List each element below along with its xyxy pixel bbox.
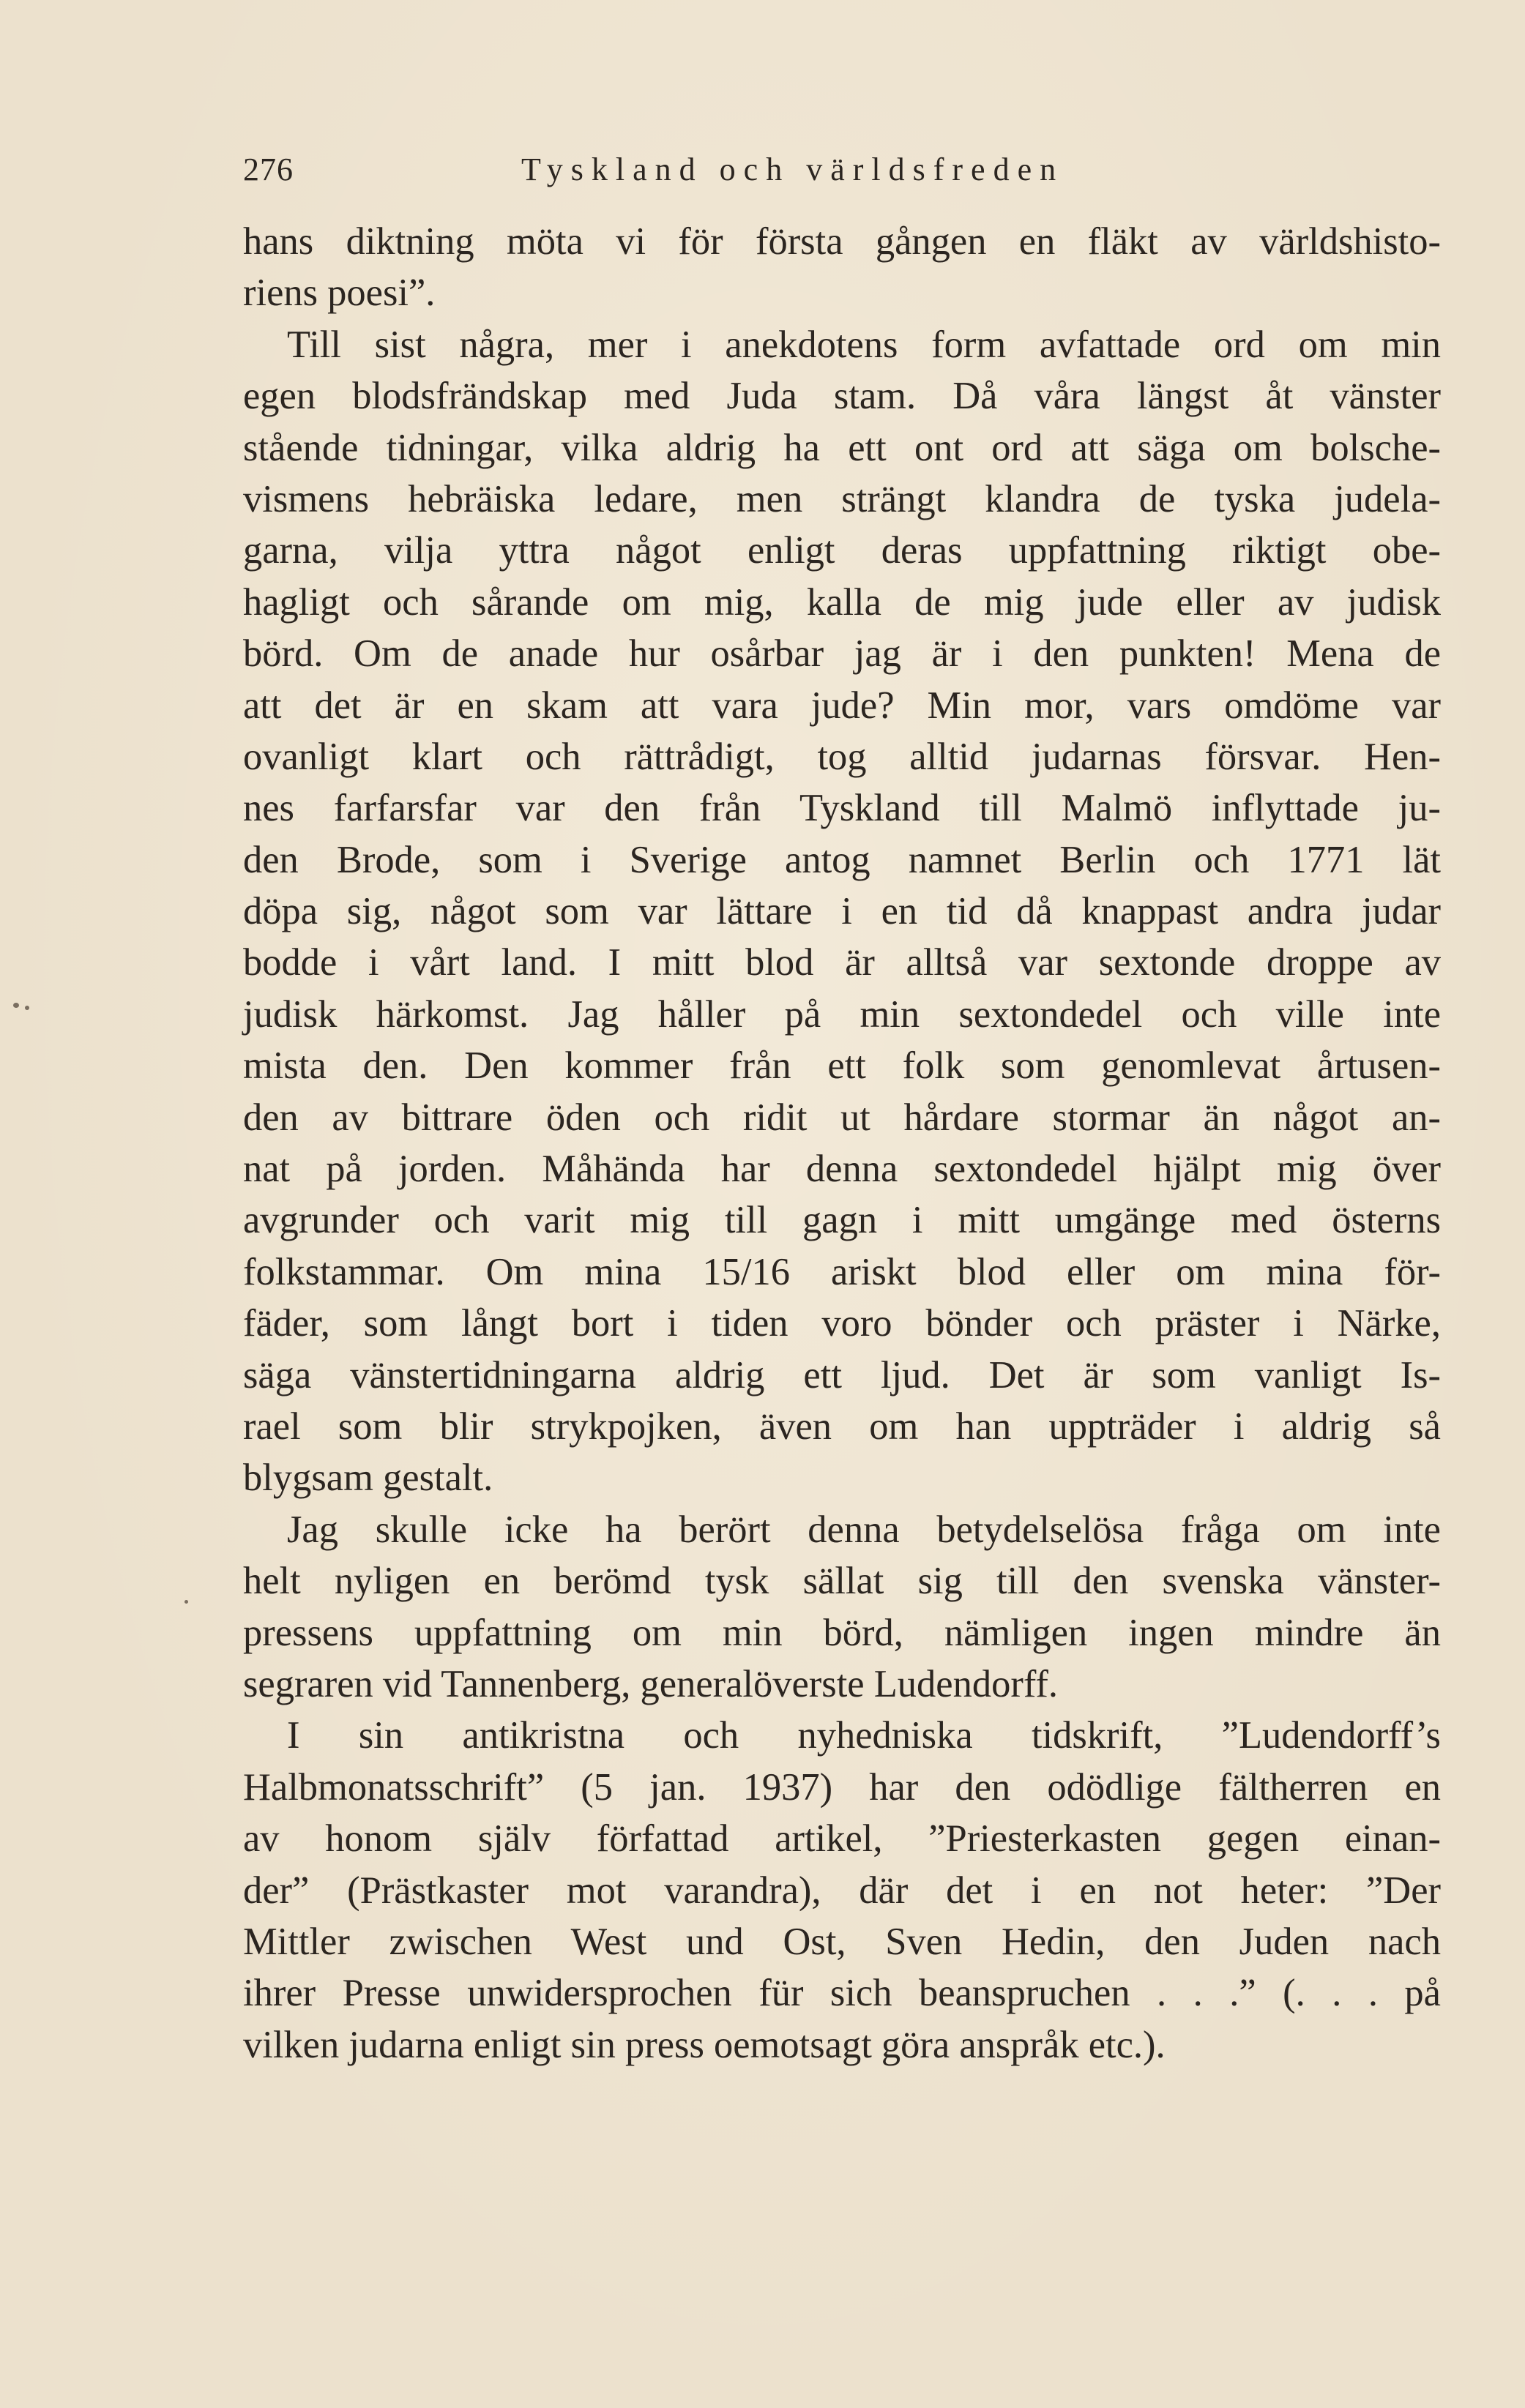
text-line: der” (Prästkaster mot varandra), där det i en not heter: ”Der [243, 1869, 1441, 1912]
page-header [243, 151, 1280, 195]
text-line: stående tidningar, vilka aldrig ha ett ont ord att säga om bolsche- [243, 426, 1441, 469]
text-line: bodde i vårt land. I mitt blod är alltså var sextonde droppe av [243, 941, 1441, 984]
text-line: pressens uppfattning om min börd, nämligen ingen mindre än [243, 1611, 1441, 1654]
running-title: Tyskland och världsfreden [521, 152, 1064, 187]
text-line: egen blodsfrändskap med Juda stam. Då våra längst åt vänster [243, 375, 1441, 418]
text-line: Jag skulle icke ha berört denna betydelselösa fråga om inte [287, 1508, 1441, 1551]
text-line: folkstammar. Om mina 15/16 ariskt blod eller om mina för- [243, 1250, 1441, 1293]
page-number: 276 [243, 152, 294, 187]
text-line: den av bittrare öden och ridit ut hårdare stormar än något an- [243, 1096, 1441, 1139]
text-line: garna, vilja yttra något enligt deras uppfattning riktigt obe- [243, 529, 1441, 572]
text-line: hagligt och sårande om mig, kalla de mig jude eller av judisk [243, 580, 1441, 624]
text-line: fäder, som långt bort i tiden voro bönder och präster i Närke, [243, 1302, 1441, 1345]
text-line: mista den. Den kommer från ett folk som genomlevat årtusen- [243, 1044, 1441, 1088]
text-line: ihrer Presse unwidersprochen für sich beanspruchen . . .” (. . . på [243, 1972, 1441, 2015]
text-line: I sin antikristna och nyhedniska tidskrift, ”Ludendorff’s [287, 1714, 1441, 1757]
text-line: att det är en skam att vara jude? Min mor, vars omdöme var [243, 684, 1441, 727]
text-line: blygsam gestalt. [243, 1457, 493, 1500]
text-line: Till sist några, mer i anekdotens form avfattade ord om min [287, 323, 1441, 366]
text-line: segraren vid Tannenberg, generalöverste Ludendorff. [243, 1662, 1058, 1705]
text-line: nat på jorden. Måhända har denna sextondedel hjälpt mig över [243, 1148, 1441, 1191]
text-line: nes farfarsfar var den från Tyskland till Malmö inflyttade ju- [243, 787, 1441, 830]
text-line: Mittler zwischen West und Ost, Sven Hedin, den Juden nach [243, 1920, 1441, 1963]
speck [184, 1600, 188, 1604]
speck [25, 1006, 29, 1010]
text-line: säga vänstertidningarna aldrig ett ljud. Det är som vanligt Is- [243, 1353, 1441, 1396]
text-line: helt nyligen en berömd tysk sällat sig till den svenska vänster- [243, 1560, 1441, 1603]
text-line: riens poesi”. [243, 272, 436, 315]
text-line: av honom själv författad artikel, ”Priesterkasten gegen einan- [243, 1817, 1441, 1861]
text-line: döpa sig, något som var lättare i en tid då knappast andra judar [243, 890, 1441, 933]
text-line: avgrunder och varit mig till gagn i mitt umgänge med österns [243, 1199, 1441, 1242]
text-line: ovanligt klart och rättrådigt, tog alltid judarnas försvar. Hen- [243, 735, 1441, 778]
text-line: judisk härkomst. Jag håller på min sextondedel och ville inte [243, 992, 1441, 1036]
speck [13, 1003, 19, 1008]
text-line: vilken judarna enligt sin press oemotsagt göra anspråk etc.). [243, 2023, 1166, 2066]
text-line: börd. Om de anade hur osårbar jag är i den punkten! Mena de [243, 632, 1441, 676]
body-text [243, 216, 1444, 2071]
text-line: vismens hebräiska ledare, men strängt klandra de tyska judela- [243, 477, 1441, 520]
text-line: Halbmonatsschrift” (5 jan. 1937) har den odödlige fältherren en [243, 1765, 1441, 1809]
text-line: hans diktning möta vi för första gången en fläkt av världshisto- [243, 220, 1441, 263]
text-line: den Brode, som i Sverige antog namnet Berlin och 1771 lät [243, 838, 1441, 881]
text-line: rael som blir strykpojken, även om han uppträder i aldrig så [243, 1405, 1441, 1448]
